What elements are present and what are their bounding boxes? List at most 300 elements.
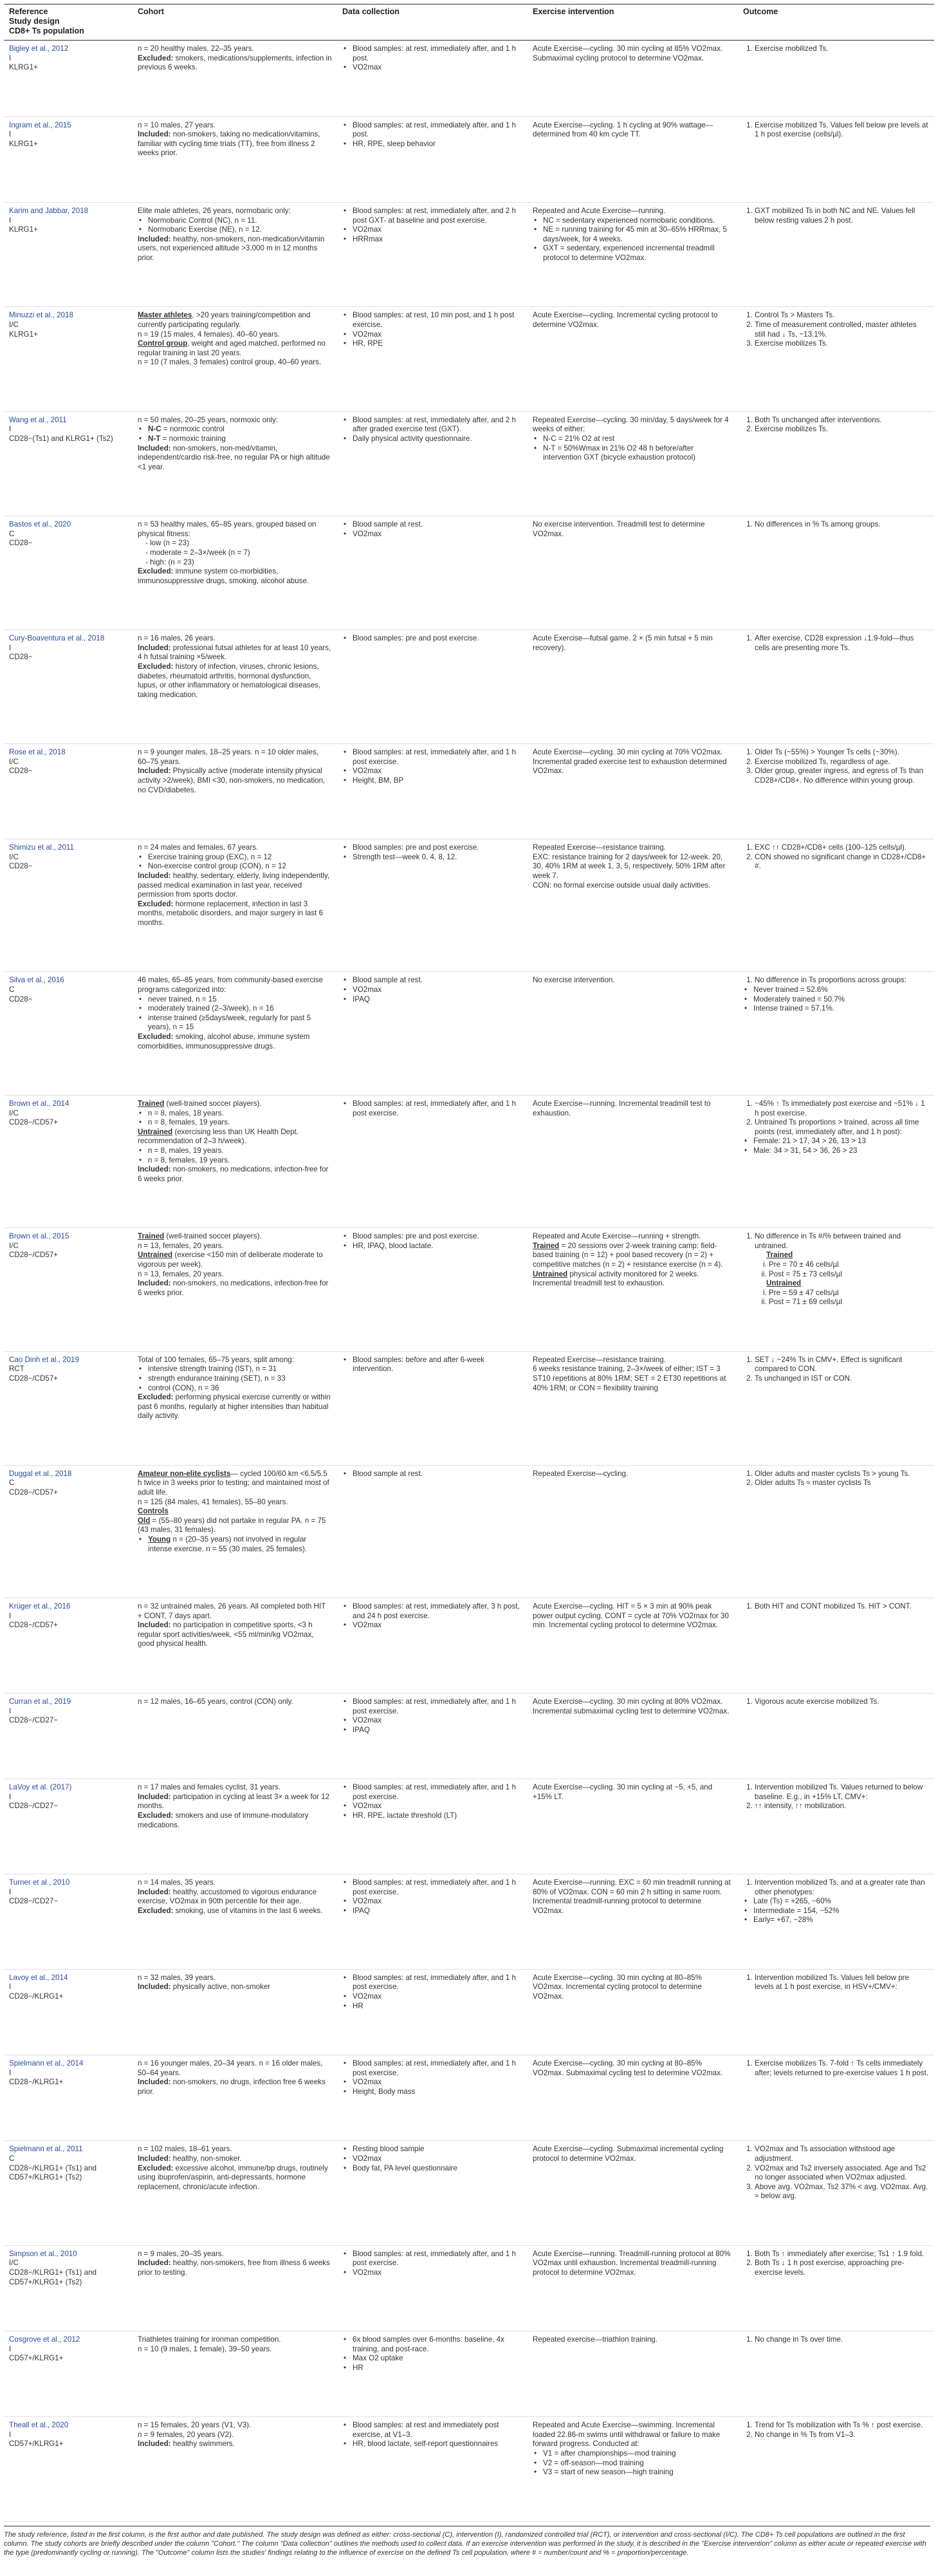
- numbered-item: 2. Exercise mobilizes Ts.: [755, 425, 929, 434]
- bullet-list: [138, 853, 332, 872]
- bullet-list: [743, 985, 929, 1014]
- reference-cell: [4, 1779, 133, 1874]
- line-text: Repeated Exercise—cycling. 30 min/day, 5 days/week for 4 weeks of either:: [533, 415, 729, 434]
- data-collection-cell: [337, 744, 528, 839]
- roman-item: i. Pre = 59 ± 47 cells/µl: [769, 1289, 929, 1298]
- text-line: [533, 1602, 733, 1630]
- bold-label: Excluded:: [138, 2163, 174, 2172]
- text-line: [138, 1602, 332, 1621]
- outcome-cell: [738, 1598, 934, 1694]
- data-item: • VO2max: [350, 530, 522, 539]
- bullet-item: [540, 434, 733, 444]
- numbered-item: 3. Exercise mobilizes Ts.: [755, 339, 929, 349]
- intervention-cell: [528, 307, 738, 411]
- text-line: [138, 444, 332, 472]
- data-item: • VO2max: [350, 1802, 522, 1811]
- underline-label: Trained: [138, 1232, 165, 1241]
- bullet-text: NE = running training for 45 min at 30–65% HRRmax, 5 days/week, for 4 weeks.: [543, 225, 727, 243]
- line-text: , weight and aged matched, performed no regular training in last 20 years.: [138, 339, 326, 357]
- line-text: Acute Exercise—cycling. 30 min cycling at 80–85% VO2max. Submaximal cycling test to determine VO2max.: [533, 2059, 723, 2077]
- roman-item: ii. Post = 75 ± 73 cells/µl: [769, 1270, 929, 1280]
- line-text: Acute Exercise—cycling. 30 min cycling at 70% VO2max. Incremental graded exercise test to exhaustion determined VO2max.: [533, 748, 727, 776]
- data-item: • Blood samples: at rest, immediately after, and 1 h post exercise.: [350, 748, 522, 767]
- cohort-cell: [133, 1874, 337, 1970]
- data-collection-cell: [337, 1095, 528, 1227]
- line-text: performing physical exercise currently or within past 6 months, regularly at higher intensities than habitual daily activity.: [138, 1393, 331, 1421]
- dash-line: - moderate = 2–3×/week (n = 7): [145, 548, 250, 557]
- cohort-cell: [133, 1228, 337, 1352]
- line-text: Acute Exercise—cycling. Submaximal incremental cycling protocol to determine VO2max.: [533, 2145, 724, 2163]
- bullet-text: Intense trained = 57.1%.: [753, 1004, 835, 1013]
- ts-population: CD28−/KLRG1+ (Ts1) and CD57+/KLRG1+ (Ts2): [9, 2268, 97, 2286]
- text-line: [533, 416, 733, 434]
- text-line: [138, 207, 332, 216]
- text-line: [533, 520, 733, 539]
- study-design: I: [9, 1792, 12, 1801]
- bold-label: Included:: [138, 1621, 171, 1630]
- data-item: • Blood samples: at rest, immediately after, 3 h post, and 24 h post exercise.: [350, 1602, 522, 1621]
- reference-cell: [4, 202, 133, 306]
- underline-label: Untrained: [138, 1251, 173, 1260]
- text-line: [138, 2154, 332, 2164]
- study-design: C: [9, 1479, 15, 1488]
- intervention-cell: [528, 744, 738, 839]
- ts-population: KLRG1+: [9, 139, 38, 148]
- line-text: n = 14 males, 35 years.: [138, 1878, 216, 1887]
- bullet-text: moderately trained (2–3/week), n = 16: [148, 1004, 274, 1013]
- text-line: [138, 634, 332, 644]
- bullet-list: [138, 1535, 332, 1554]
- data-item: • Max O2 uptake: [350, 2354, 522, 2364]
- line-text: Acute Exercise—running. Treadmill-running protocol at 80% VO2max until exhaustion. Incremental treadmill-running protocol to determine VO2max.: [533, 2249, 731, 2277]
- study-reference: Krüger et al., 2016: [9, 1602, 71, 1611]
- outcome-cell: [738, 202, 934, 306]
- outcome-cell: [738, 1874, 934, 1970]
- reference-cell: [4, 1874, 133, 1970]
- line-text: n = 13, females, 20 years.: [138, 1241, 224, 1250]
- cohort-cell: [133, 1779, 337, 1874]
- bullet-item: [145, 1109, 332, 1119]
- data-item: • HR: [350, 2002, 522, 2011]
- numbered-list: [743, 2421, 929, 2440]
- data-item: • HR, blood lactate, self-report questionnaires: [350, 2440, 522, 2449]
- bullet-text: intensive strength training (IST), n = 31: [148, 1365, 277, 1374]
- study-design: C: [9, 985, 15, 994]
- dash-line: - low (n = 23): [145, 539, 189, 548]
- bold-label: Excluded:: [138, 53, 174, 62]
- text-line: [138, 2335, 332, 2345]
- outcome-cell: [738, 744, 934, 839]
- outcome-cell: [738, 1095, 934, 1227]
- data-collection-list: [342, 207, 522, 244]
- outcome-cell: [738, 307, 934, 411]
- data-item: • VO2max: [350, 985, 522, 995]
- bullet-item: [145, 1365, 332, 1374]
- numbered-item: 1. After exercise, CD28 expression ↓1.9-fold—thus cells are presenting more Ts.: [755, 634, 929, 653]
- ts-population: CD28−: [9, 994, 33, 1003]
- bullet-item: [145, 1156, 332, 1166]
- line-text: n = 19 (15 males, 4 females), 40–60 years.: [138, 330, 280, 339]
- numbered-item: 1. No change in Ts over time.: [755, 2335, 929, 2345]
- text-line: [138, 567, 332, 586]
- bullet-item: [751, 995, 929, 1005]
- numbered-item: 2. CON showed no significant change in CD28+/CD8+ #.: [755, 853, 929, 872]
- line-text: Acute Exercise—futsal game. 2 × (5 min futsal + 5 min recovery).: [533, 634, 713, 652]
- line-text: Repeated Exercise—resistance training.: [533, 1355, 666, 1364]
- bullet-item: [751, 1146, 929, 1156]
- reference-cell: [4, 2331, 133, 2417]
- numbered-list: [743, 1470, 929, 1488]
- study-design: I/C: [9, 2259, 19, 2268]
- bullet-item: [145, 1384, 332, 1394]
- line-text: Acute Exercise—cycling. 30 min cycling at 80% VO2max. Incremental submaximal cycling test to determine VO2max.: [533, 1697, 730, 1715]
- line-text: non-smokers, no drugs, infection free 6 weeks prior.: [138, 2078, 326, 2096]
- numbered-list: [743, 1697, 929, 1707]
- numbered-item: 3. Above avg. VO2max, Ts2 37% < avg. VO2max. Avg. ≈ below avg.: [755, 2183, 929, 2201]
- intervention-cell: [528, 630, 738, 744]
- line-text: Acute Exercise—cycling. Incremental cycling protocol to determine VO2max.: [533, 311, 718, 329]
- data-item: • VO2max: [350, 1716, 522, 1726]
- text-line: [533, 2059, 733, 2078]
- cohort-cell: [133, 1969, 337, 2055]
- intervention-cell: [528, 202, 738, 306]
- study-reference: Ingram et al., 2015: [9, 120, 71, 129]
- header-exercise-intervention: Exercise intervention: [528, 5, 738, 41]
- text-line: [138, 1393, 332, 1421]
- text-line: [533, 1279, 733, 1289]
- text-line: [138, 2421, 332, 2431]
- bold-label: Excluded:: [138, 1906, 174, 1915]
- table-row: [4, 1598, 934, 1694]
- study-reference: Brown et al., 2015: [9, 1232, 69, 1241]
- line-text: Acute Exercise—running. EXC = 60 min treadmill running at 80% of VO2max. CON = 60 min 2 h sitting in same room. Incremental treadmill-running protocol to determine VO2max.: [533, 1878, 731, 1915]
- ts-population: CD28−/KLRG1+ (Ts1) and CD57+/KLRG1+ (Ts2): [9, 2163, 97, 2182]
- data-item: • VO2max: [350, 2268, 522, 2278]
- study-reference: Theall et al., 2020: [9, 2421, 69, 2430]
- study-design: I/C: [9, 1108, 19, 1117]
- intervention-cell: [528, 411, 738, 516]
- table-row: [4, 2055, 934, 2141]
- data-collection-list: [342, 2145, 522, 2173]
- bold-label: Included:: [138, 1792, 171, 1801]
- ts-population: CD28−: [9, 767, 33, 776]
- line-text: non-smokers, no medications, infection-free for 6 weeks prior.: [138, 1165, 329, 1183]
- bullet-item: [540, 2459, 733, 2469]
- text-line: [533, 1270, 733, 1280]
- reference-cell: [4, 307, 133, 411]
- bullet-item: [540, 444, 733, 463]
- text-line: [138, 1697, 332, 1707]
- text-line: [533, 1232, 733, 1242]
- data-item: • HR: [350, 2364, 522, 2373]
- text-line: [533, 1974, 733, 2002]
- numbered-item: 1. Both HIT and CONT mobilized Ts. HIT > CONT.: [755, 1602, 929, 1612]
- bullet-text: Normobaric Exercise (NE), n = 12.: [148, 225, 262, 234]
- reference-cell: [4, 1351, 133, 1465]
- reference-cell: [4, 2245, 133, 2331]
- data-item: • VO2max: [350, 1897, 522, 1907]
- text-line: [138, 748, 332, 767]
- studies-table: [4, 4, 934, 2522]
- numbered-item: 1. No difference in Ts #/% between trained and untrained.: [755, 1232, 929, 1251]
- ts-population: CD28−/CD57+: [9, 1488, 59, 1497]
- ts-population: CD28−: [9, 862, 33, 871]
- text-line: [138, 1356, 332, 1365]
- data-item: • VO2max: [350, 2154, 522, 2164]
- text-line: [533, 44, 733, 63]
- data-collection-cell: [337, 202, 528, 306]
- bullet-text: Male: 34 > 31, 54 > 36, 26 > 23: [753, 1146, 858, 1155]
- reference-cell: [4, 41, 133, 117]
- study-reference: Cao Dinh et al., 2019: [9, 1355, 79, 1364]
- line-text: n = 9 females, 20 years (V2).: [138, 2430, 234, 2439]
- outcome-cell: [738, 1969, 934, 2055]
- data-collection-cell: [337, 2331, 528, 2417]
- bold-label: N-T: [148, 434, 161, 443]
- study-design: I: [9, 130, 12, 139]
- table-body: [4, 41, 934, 2522]
- reference-cell: [4, 2417, 133, 2521]
- data-collection-list: [342, 2250, 522, 2278]
- text-line: [138, 330, 332, 340]
- numbered-item: 1. GXT mobilized Ts in both NC and NE. Values fell below resting values 2 h post.: [755, 207, 929, 225]
- data-collection-list: [342, 1878, 522, 1916]
- text-line: [138, 1128, 332, 1146]
- data-collection-cell: [337, 1228, 528, 1352]
- header-data-collection: Data collection: [337, 5, 528, 41]
- reference-cell: [4, 1228, 133, 1352]
- numbered-list: [743, 1974, 929, 1992]
- numbered-item: 1. Vigorous acute exercise mobilized Ts.: [755, 1697, 929, 1707]
- line-text: (well-trained soccer players).: [164, 1232, 262, 1241]
- line-text: Acute Exercise—cycling. HIT = 5 × 3 min at 90% peak power output cycling. CONT = cycle at 70% VO2max for 30 min. Incremental cycling protocol to determine VO2max.: [533, 1602, 729, 1630]
- reference-cell: [4, 630, 133, 744]
- outcome-cell: [738, 1228, 934, 1352]
- bullet-item: [540, 216, 733, 226]
- reference-cell: [4, 516, 133, 630]
- outcome-cell: [738, 1351, 934, 1465]
- numbered-item: 1. No differences in % Ts among groups.: [755, 520, 929, 530]
- data-item: • Blood samples: pre and post exercise.: [350, 1232, 522, 1242]
- line-text: n = 102 males, 18–61 years.: [138, 2145, 232, 2154]
- data-collection-list: [342, 2335, 522, 2373]
- numbered-list: [743, 748, 929, 785]
- study-reference: Shimizu et al., 2011: [9, 843, 74, 852]
- line-text: Repeated and Acute Exercise—swimming. Incremental loaded 22.86-m swims until withdrawal or failure to make forward progress. Conducted at:: [533, 2421, 721, 2449]
- line-text: Acute Exercise—cycling. 30 min cycling at −5, +5, and +15% LT.: [533, 1783, 713, 1801]
- underline-label: Controls: [138, 1507, 169, 1516]
- line-text: n = 10 (7 males, 3 females) control group, 40–60 years.: [138, 358, 322, 367]
- bullet-item: [540, 2468, 733, 2478]
- study-reference: Spielmann et al., 2014: [9, 2059, 84, 2068]
- bold-label: Included:: [138, 871, 171, 880]
- text-line: [138, 1507, 332, 1517]
- study-design: I: [9, 1983, 12, 1992]
- bold-label: N-C: [148, 425, 161, 434]
- line-text: n = 17 males and females cyclist, 31 years.: [138, 1783, 280, 1792]
- table-row: [4, 744, 934, 839]
- text-line: [533, 1470, 733, 1479]
- data-collection-list: [342, 748, 522, 785]
- roman-list: [755, 1260, 929, 1279]
- data-item: • Blood samples: before and after 6-week intervention.: [350, 1356, 522, 1374]
- numbered-item: 1. ~45% ↑ Ts immediately post exercise and ~51% ↓ 1 h post exercise.: [755, 1099, 929, 1118]
- table-row: [4, 1351, 934, 1465]
- table-row: [4, 1779, 934, 1874]
- outcome-cell: [738, 1693, 934, 1778]
- study-design: I: [9, 2068, 12, 2077]
- line-text: Repeated and Acute Exercise—running.: [533, 206, 666, 215]
- cohort-cell: [133, 2331, 337, 2417]
- study-reference: Simpson et al., 2010: [9, 2249, 77, 2258]
- subgroup-label: Trained: [766, 1251, 793, 1260]
- bullet-text: V1 = after championships—mod training: [543, 2449, 676, 2458]
- text-line: [138, 1974, 332, 1983]
- data-item: • Blood samples: at rest, immediately after, and 1 h post exercise.: [350, 1697, 522, 1716]
- numbered-list: [743, 634, 929, 653]
- line-text: (well-trained soccer players).: [164, 1099, 262, 1108]
- bullet-text: n = 8, females, 19 years.: [148, 1155, 230, 1164]
- line-text: n = 16 males, 26 years.: [138, 634, 216, 643]
- numbered-list: [743, 2335, 929, 2345]
- bullet-item: [751, 1137, 929, 1146]
- line-text: Repeated exercise—triathlon training.: [533, 2335, 658, 2344]
- line-text: healthy swimmers.: [170, 2440, 235, 2449]
- numbered-list: [743, 2250, 929, 2278]
- ts-population: CD28−/CD27−: [9, 1802, 59, 1811]
- bullet-list: [743, 1897, 929, 1925]
- line-text: n = 32 untrained males, 26 years. All completed both HIT + CONT, 7 days apart.: [138, 1602, 326, 1620]
- line-text: n = 32 males, 39 years.: [138, 1973, 216, 1982]
- roman-item: i. Pre = 70 ± 46 cells/µl: [769, 1260, 929, 1270]
- table-row: [4, 2331, 934, 2417]
- outcome-cell: [738, 630, 934, 744]
- line-text: healthy, sedentary, elderly, living independently, passed medical examination in last year, received permission from sports doctor.: [138, 871, 330, 899]
- data-collection-list: [342, 1099, 522, 1118]
- data-item: • Height, BM, BP: [350, 776, 522, 786]
- study-reference: Cury-Boaventura et al., 2018: [9, 634, 105, 643]
- table-row: [4, 1095, 934, 1227]
- line-text: n = 24 males and females, 67 years.: [138, 843, 259, 852]
- bullet-text: never trained, n = 15: [148, 994, 217, 1003]
- bullet-text: V2 = off-season—mod training: [543, 2458, 644, 2467]
- text-line: [138, 2250, 332, 2259]
- numbered-item: 1. Intervention mobilized Ts, and at a greater rate than other phenotypes:: [755, 1878, 929, 1897]
- table-row: [4, 117, 934, 202]
- line-text: n = 125 (84 males, 41 females), 55–80 years.: [138, 1497, 288, 1506]
- data-collection-cell: [337, 2245, 528, 2331]
- data-item: • Blood samples: at rest, immediately after, and 1 h post exercise.: [350, 1099, 522, 1118]
- bold-label: Included:: [138, 2259, 171, 2268]
- bullet-text: = normoxic training: [160, 434, 226, 443]
- ts-population: CD28−/CD57+: [9, 1251, 59, 1260]
- numbered-list: [743, 121, 929, 140]
- bullet-text: strength endurance training (SET), n = 33: [148, 1374, 286, 1383]
- cohort-cell: [133, 744, 337, 839]
- study-design: C: [9, 2154, 15, 2163]
- table-row: [4, 2141, 934, 2245]
- study-reference: Turner et al., 2010: [9, 1878, 70, 1887]
- line-text: smoking, use of vitamins in the last 6 weeks.: [173, 1906, 323, 1915]
- bullet-text: n = (20–35 years) not involved in regular intense exercise. n = 55 (30 males, 25 females).: [148, 1535, 308, 1553]
- text-line: [138, 2145, 332, 2154]
- text-line: [533, 2250, 733, 2278]
- text-line: [138, 2431, 332, 2440]
- study-design: RCT: [9, 1365, 24, 1374]
- text-line: [138, 1270, 332, 1280]
- ts-population: CD28−/CD27−: [9, 1716, 59, 1725]
- data-item: • Blood samples: pre and post exercise.: [350, 634, 522, 644]
- reference-cell: [4, 117, 133, 202]
- study-design: I: [9, 425, 12, 434]
- table-row: [4, 630, 934, 744]
- text-line: [138, 2345, 332, 2355]
- numbered-item: 2. Exercise mobilized Ts, regardless of age.: [755, 758, 929, 767]
- line-text: immune system co-morbidities, immunosuppressive drugs, smoking, alcohol abuse.: [138, 567, 309, 585]
- data-collection-list: [342, 520, 522, 539]
- table-row: [4, 1693, 934, 1778]
- text-line: [138, 1242, 332, 1251]
- table-row: [4, 41, 934, 117]
- text-line: [138, 1983, 332, 1992]
- intervention-cell: [528, 2055, 738, 2141]
- outcome-cell: [738, 2245, 934, 2331]
- data-collection-cell: [337, 630, 528, 744]
- data-item: • VO2max: [350, 1992, 522, 2002]
- bullet-list: [533, 434, 733, 463]
- text-line: [533, 1356, 733, 1365]
- numbered-item: 1. Older Ts (~55%) > Younger Ts cells (~30%).: [755, 748, 929, 758]
- data-item: • Blood samples: at rest, immediately after, and 2 h post GXT- at baseline and post exercise.: [350, 207, 522, 225]
- ts-population: CD28−/CD57+: [9, 1118, 59, 1127]
- text-line: [533, 634, 733, 653]
- bullet-item: [751, 1916, 929, 1925]
- reference-cell: [4, 2141, 133, 2245]
- numbered-item: 1. Both Ts unchanged after interventions.: [755, 416, 929, 425]
- text-line: [533, 1365, 733, 1393]
- study-design: I: [9, 1706, 12, 1715]
- outcome-cell: [738, 2417, 934, 2521]
- data-item: • HR, RPE: [350, 339, 522, 349]
- numbered-list: [743, 416, 929, 434]
- numbered-list: [743, 2145, 929, 2201]
- numbered-list: [743, 311, 929, 348]
- data-collection-list: [342, 1697, 522, 1735]
- text-line: [138, 54, 332, 73]
- ts-population: CD28−/KLRG1+: [9, 1992, 64, 2001]
- intervention-cell: [528, 1598, 738, 1694]
- study-reference: Minuzzi et al., 2018: [9, 311, 73, 320]
- bullet-item: [751, 1907, 929, 1916]
- line-text: No exercise intervention. Treadmill test to determine VO2max.: [533, 520, 705, 538]
- line-text: Acute Exercise—running. Incremental treadmill test to exhaustion.: [533, 1099, 711, 1117]
- bullet-text: n = 8, females, 19 years.: [148, 1118, 230, 1127]
- data-collection-cell: [337, 972, 528, 1096]
- reference-cell: [4, 411, 133, 516]
- text-line: [138, 976, 332, 994]
- data-item: • HR, RPE, lactate threshold (LT): [350, 1811, 522, 1821]
- data-collection-list: [342, 44, 522, 73]
- underline-label: Young: [148, 1535, 171, 1544]
- bullet-item: [540, 225, 733, 244]
- data-collection-list: [342, 1783, 522, 1820]
- line-text: smokers and use of immune-modulatory medications.: [138, 1811, 309, 1829]
- data-item: • IPAQ: [350, 995, 522, 1005]
- bullet-list: [138, 425, 332, 443]
- data-item: • Blood samples: pre and post exercise.: [350, 843, 522, 853]
- numbered-list: [743, 207, 929, 225]
- line-text: Acute Exercise—cycling. 30 min cycling at 80–85% VO2max. Incremental cycling protocol to determine VO2max.: [533, 1973, 702, 2001]
